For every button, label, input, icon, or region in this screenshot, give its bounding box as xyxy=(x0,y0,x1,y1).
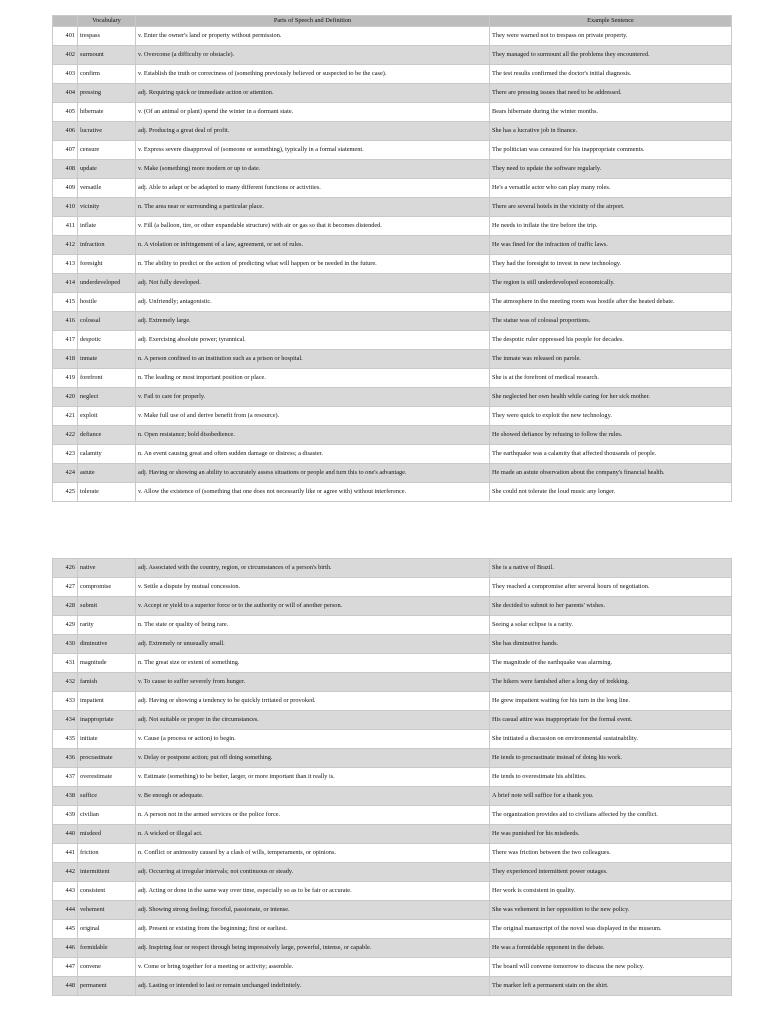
cell-example: The earthquake was a calamity that affected thousands of people. xyxy=(490,445,732,464)
cell-number: 411 xyxy=(53,217,78,236)
cell-example: The board will convene tomorrow to discuss the new policy. xyxy=(490,958,732,977)
cell-vocabulary: despotic xyxy=(78,331,136,350)
table-row xyxy=(53,768,732,787)
table-row xyxy=(53,483,732,502)
cell-definition: adj. Exercising absolute power; tyrannical. xyxy=(136,331,490,350)
cell-number: 404 xyxy=(53,84,78,103)
table-row xyxy=(53,46,732,65)
cell-example: The test results confirmed the doctor's initial diagnosis. xyxy=(490,65,732,84)
cell-number: 407 xyxy=(53,141,78,160)
cell-number: 408 xyxy=(53,160,78,179)
table-row xyxy=(53,939,732,958)
cell-definition: v. Fail to care for properly. xyxy=(136,388,490,407)
cell-example: She is a native of Brazil. xyxy=(490,559,732,578)
cell-number: 443 xyxy=(53,882,78,901)
cell-vocabulary: astute xyxy=(78,464,136,483)
cell-number: 437 xyxy=(53,768,78,787)
cell-vocabulary: inmate xyxy=(78,350,136,369)
cell-definition: adj. Associated with the country, region, or circumstances of a person's birth. xyxy=(136,559,490,578)
table-row xyxy=(53,198,732,217)
cell-number: 442 xyxy=(53,863,78,882)
cell-definition: adj. Producing a great deal of profit. xyxy=(136,122,490,141)
table-row xyxy=(53,597,732,616)
cell-vocabulary: rarity xyxy=(78,616,136,635)
cell-example: They had the foresight to invest in new technology. xyxy=(490,255,732,274)
cell-number: 428 xyxy=(53,597,78,616)
cell-definition: n. The leading or most important position or place. xyxy=(136,369,490,388)
cell-example: He was a formidable opponent in the debate. xyxy=(490,939,732,958)
cell-number: 448 xyxy=(53,977,78,996)
cell-example: Bears hibernate during the winter months. xyxy=(490,103,732,122)
cell-vocabulary: suffice xyxy=(78,787,136,806)
cell-definition: adj. Inspiring fear or respect through being impressively large, powerful, intense, or capable. xyxy=(136,939,490,958)
table-row xyxy=(53,312,732,331)
cell-vocabulary: censure xyxy=(78,141,136,160)
cell-vocabulary: neglect xyxy=(78,388,136,407)
cell-definition: v. Fill (a balloon, tire, or other expandable structure) with air or gas so that it becomes distended. xyxy=(136,217,490,236)
cell-definition: v. Delay or postpone action; put off doing something. xyxy=(136,749,490,768)
cell-vocabulary: lucrative xyxy=(78,122,136,141)
cell-vocabulary: inappropriate xyxy=(78,711,136,730)
cell-example: There was friction between the two colleagues. xyxy=(490,844,732,863)
cell-example: The despotic ruler oppressed his people for decades. xyxy=(490,331,732,350)
cell-definition: adj. Having or showing a tendency to be quickly irritated or provoked. xyxy=(136,692,490,711)
header-number xyxy=(53,16,78,27)
cell-example: He's a versatile actor who can play many roles. xyxy=(490,179,732,198)
cell-definition: n. Open resistance; bold disobedience. xyxy=(136,426,490,445)
table-row xyxy=(53,179,732,198)
cell-vocabulary: forefront xyxy=(78,369,136,388)
table-row xyxy=(53,27,732,46)
cell-example: They experienced intermittent power outages. xyxy=(490,863,732,882)
cell-example: She is at the forefront of medical research. xyxy=(490,369,732,388)
cell-number: 413 xyxy=(53,255,78,274)
cell-vocabulary: confirm xyxy=(78,65,136,84)
cell-definition: v. Cause (a process or action) to begin. xyxy=(136,730,490,749)
cell-vocabulary: defiance xyxy=(78,426,136,445)
cell-definition: n. An event causing great and often sudden damage or distress; a disaster. xyxy=(136,445,490,464)
cell-definition: v. (Of an animal or plant) spend the winter in a dormant state. xyxy=(136,103,490,122)
table-row xyxy=(53,464,732,483)
cell-example: The inmate was released on parole. xyxy=(490,350,732,369)
cell-example: He grew impatient waiting for his turn in the long line. xyxy=(490,692,732,711)
table-row xyxy=(53,369,732,388)
cell-number: 421 xyxy=(53,407,78,426)
table-row xyxy=(53,977,732,996)
cell-definition: v. Be enough or adequate. xyxy=(136,787,490,806)
cell-definition: v. Express severe disapproval of (someone or something), typically in a formal statement. xyxy=(136,141,490,160)
cell-definition: n. A person not in the armed services or the police force. xyxy=(136,806,490,825)
cell-definition: n. The ability to predict or the action of predicting what will happen or be needed in the future. xyxy=(136,255,490,274)
cell-vocabulary: overestimate xyxy=(78,768,136,787)
cell-vocabulary: consistent xyxy=(78,882,136,901)
table-row xyxy=(53,217,732,236)
cell-definition: v. Enter the owner's land or property without permission. xyxy=(136,27,490,46)
table-row xyxy=(53,844,732,863)
cell-vocabulary: initiate xyxy=(78,730,136,749)
table-row xyxy=(53,274,732,293)
cell-definition: v. Overcome (a difficulty or obstacle). xyxy=(136,46,490,65)
cell-vocabulary: trespass xyxy=(78,27,136,46)
cell-definition: n. A violation or infringement of a law, agreement, or set of rules. xyxy=(136,236,490,255)
cell-example: They managed to surmount all the problems they encountered. xyxy=(490,46,732,65)
cell-definition: v. Settle a dispute by mutual concession. xyxy=(136,578,490,597)
cell-vocabulary: compromise xyxy=(78,578,136,597)
table-row xyxy=(53,255,732,274)
cell-number: 430 xyxy=(53,635,78,654)
cell-number: 412 xyxy=(53,236,78,255)
cell-example: They were warned not to trespass on private property. xyxy=(490,27,732,46)
cell-vocabulary: versatile xyxy=(78,179,136,198)
cell-definition: n. A wicked or illegal act. xyxy=(136,825,490,844)
cell-number: 402 xyxy=(53,46,78,65)
table-row xyxy=(53,635,732,654)
cell-number: 422 xyxy=(53,426,78,445)
cell-vocabulary: foresight xyxy=(78,255,136,274)
cell-definition: adj. Present or existing from the beginning; first or earliest. xyxy=(136,920,490,939)
cell-number: 403 xyxy=(53,65,78,84)
cell-number: 433 xyxy=(53,692,78,711)
cell-number: 445 xyxy=(53,920,78,939)
cell-definition: n. A person confined to an institution such as a prison or hospital. xyxy=(136,350,490,369)
cell-vocabulary: misdeed xyxy=(78,825,136,844)
table-row xyxy=(53,236,732,255)
cell-example: The politician was censured for his inappropriate comments. xyxy=(490,141,732,160)
cell-example: There are pressing issues that need to be addressed. xyxy=(490,84,732,103)
cell-number: 415 xyxy=(53,293,78,312)
cell-definition: adj. Requiring quick or immediate action or attention. xyxy=(136,84,490,103)
cell-example: He was punished for his misdeeds. xyxy=(490,825,732,844)
cell-vocabulary: magnitude xyxy=(78,654,136,673)
cell-example: She neglected her own health while caring for her sick mother. xyxy=(490,388,732,407)
cell-vocabulary: impatient xyxy=(78,692,136,711)
cell-number: 417 xyxy=(53,331,78,350)
cell-number: 432 xyxy=(53,673,78,692)
cell-example: The hikers were famished after a long day of trekking. xyxy=(490,673,732,692)
table-row xyxy=(53,559,732,578)
cell-definition: adj. Having or showing an ability to accurately assess situations or people and turn this to one's advantage. xyxy=(136,464,490,483)
cell-vocabulary: friction xyxy=(78,844,136,863)
table-row xyxy=(53,350,732,369)
cell-example: A brief note will suffice for a thank you. xyxy=(490,787,732,806)
table-row xyxy=(53,65,732,84)
table-row xyxy=(53,654,732,673)
cell-vocabulary: original xyxy=(78,920,136,939)
table-row xyxy=(53,673,732,692)
cell-number: 414 xyxy=(53,274,78,293)
table-row xyxy=(53,958,732,977)
cell-vocabulary: inflate xyxy=(78,217,136,236)
cell-definition: v. Make (something) more modern or up to date. xyxy=(136,160,490,179)
cell-vocabulary: permanent xyxy=(78,977,136,996)
cell-example: The marker left a permanent stain on the shirt. xyxy=(490,977,732,996)
table-row xyxy=(53,616,732,635)
table-row xyxy=(53,578,732,597)
vocabulary-table-401-425 xyxy=(52,15,732,502)
cell-definition: n. The area near or surrounding a particular place. xyxy=(136,198,490,217)
cell-number: 425 xyxy=(53,483,78,502)
header-example: Example Sentence xyxy=(490,16,732,27)
cell-definition: adj. Acting or done in the same way over time, especially so as to be fair or accurate. xyxy=(136,882,490,901)
cell-example: She was vehement in her opposition to the new policy. xyxy=(490,901,732,920)
header-definition: Parts of Speech and Definition xyxy=(136,16,490,27)
cell-definition: adj. Extremely or unusually small. xyxy=(136,635,490,654)
table-header-row xyxy=(53,16,732,27)
table-row xyxy=(53,84,732,103)
table-row xyxy=(53,160,732,179)
table-row xyxy=(53,920,732,939)
cell-example: She has a lucrative job in finance. xyxy=(490,122,732,141)
table-row xyxy=(53,882,732,901)
cell-number: 438 xyxy=(53,787,78,806)
cell-number: 426 xyxy=(53,559,78,578)
cell-example: The statue was of colossal proportions. xyxy=(490,312,732,331)
cell-vocabulary: underdeveloped xyxy=(78,274,136,293)
cell-definition: adj. Not fully developed. xyxy=(136,274,490,293)
cell-example: They reached a compromise after several hours of negotiation. xyxy=(490,578,732,597)
cell-number: 434 xyxy=(53,711,78,730)
cell-definition: n. The state or quality of being rare. xyxy=(136,616,490,635)
cell-definition: v. Make full use of and derive benefit from (a resource). xyxy=(136,407,490,426)
table-row xyxy=(53,787,732,806)
cell-vocabulary: surmount xyxy=(78,46,136,65)
cell-vocabulary: vicinity xyxy=(78,198,136,217)
cell-definition: adj. Showing strong feeling; forceful, passionate, or intense. xyxy=(136,901,490,920)
cell-vocabulary: convene xyxy=(78,958,136,977)
table-row xyxy=(53,730,732,749)
cell-vocabulary: famish xyxy=(78,673,136,692)
cell-example: He was fined for the infraction of traffic laws. xyxy=(490,236,732,255)
table-row xyxy=(53,445,732,464)
cell-vocabulary: exploit xyxy=(78,407,136,426)
cell-example: He tends to overestimate his abilities. xyxy=(490,768,732,787)
cell-vocabulary: hostile xyxy=(78,293,136,312)
cell-number: 447 xyxy=(53,958,78,977)
table-row xyxy=(53,806,732,825)
cell-vocabulary: update xyxy=(78,160,136,179)
cell-example: There are several hotels in the vicinity of the airport. xyxy=(490,198,732,217)
cell-example: He tends to procrastinate instead of doing his work. xyxy=(490,749,732,768)
cell-definition: v. Estimate (something) to be better, larger, or more important than it really is. xyxy=(136,768,490,787)
cell-vocabulary: civilian xyxy=(78,806,136,825)
cell-number: 410 xyxy=(53,198,78,217)
table-row xyxy=(53,122,732,141)
cell-vocabulary: vehement xyxy=(78,901,136,920)
table-row xyxy=(53,426,732,445)
cell-definition: n. Conflict or animosity caused by a clash of wills, temperaments, or opinions. xyxy=(136,844,490,863)
cell-example: He made an astute observation about the company's financial health. xyxy=(490,464,732,483)
header-vocabulary: Vocabulary xyxy=(78,16,136,27)
cell-example: His casual attire was inappropriate for the formal event. xyxy=(490,711,732,730)
cell-number: 431 xyxy=(53,654,78,673)
cell-example: The atmosphere in the meeting room was hostile after the heated debate. xyxy=(490,293,732,312)
cell-number: 419 xyxy=(53,369,78,388)
cell-number: 418 xyxy=(53,350,78,369)
cell-definition: n. The great size or extent of something. xyxy=(136,654,490,673)
cell-example: She could not tolerate the loud music any longer. xyxy=(490,483,732,502)
cell-definition: v. To cause to suffer severely from hunger. xyxy=(136,673,490,692)
table-row xyxy=(53,692,732,711)
cell-example: Her work is consistent in quality. xyxy=(490,882,732,901)
table-row xyxy=(53,711,732,730)
cell-example: The region is still underdeveloped economically. xyxy=(490,274,732,293)
table-row xyxy=(53,103,732,122)
cell-number: 423 xyxy=(53,445,78,464)
table-row xyxy=(53,407,732,426)
table-row xyxy=(53,863,732,882)
cell-definition: v. Accept or yield to a superior force or to the authority or will of another person. xyxy=(136,597,490,616)
cell-example: She decided to submit to her parents' wishes. xyxy=(490,597,732,616)
cell-number: 424 xyxy=(53,464,78,483)
cell-example: They need to update the software regularly. xyxy=(490,160,732,179)
cell-definition: v. Come or bring together for a meeting or activity; assemble. xyxy=(136,958,490,977)
cell-vocabulary: tolerate xyxy=(78,483,136,502)
cell-vocabulary: procrastinate xyxy=(78,749,136,768)
cell-definition: adj. Occurring at irregular intervals; not continuous or steady. xyxy=(136,863,490,882)
cell-definition: adj. Able to adapt or be adapted to many different functions or activities. xyxy=(136,179,490,198)
cell-vocabulary: diminutive xyxy=(78,635,136,654)
cell-number: 427 xyxy=(53,578,78,597)
cell-number: 401 xyxy=(53,27,78,46)
cell-number: 416 xyxy=(53,312,78,331)
cell-number: 406 xyxy=(53,122,78,141)
cell-definition: adj. Lasting or intended to last or remain unchanged indefinitely. xyxy=(136,977,490,996)
cell-vocabulary: hibernate xyxy=(78,103,136,122)
cell-example: The organization provides aid to civilians affected by the conflict. xyxy=(490,806,732,825)
cell-number: 436 xyxy=(53,749,78,768)
cell-example: The magnitude of the earthquake was alarming. xyxy=(490,654,732,673)
cell-example: She has diminutive hands. xyxy=(490,635,732,654)
cell-vocabulary: intermittent xyxy=(78,863,136,882)
cell-vocabulary: native xyxy=(78,559,136,578)
cell-vocabulary: infraction xyxy=(78,236,136,255)
cell-number: 444 xyxy=(53,901,78,920)
cell-definition: v. Allow the existence of (something that one does not necessarily like or agree with) without interference. xyxy=(136,483,490,502)
cell-number: 405 xyxy=(53,103,78,122)
cell-definition: adj. Not suitable or proper in the circumstances. xyxy=(136,711,490,730)
vocabulary-table-426-448 xyxy=(52,558,732,996)
cell-number: 439 xyxy=(53,806,78,825)
cell-number: 420 xyxy=(53,388,78,407)
cell-example: He showed defiance by refusing to follow the rules. xyxy=(490,426,732,445)
cell-example: They were quick to exploit the new technology. xyxy=(490,407,732,426)
table-row xyxy=(53,901,732,920)
cell-example: He needs to inflate the tire before the trip. xyxy=(490,217,732,236)
table-row xyxy=(53,331,732,350)
table-row xyxy=(53,388,732,407)
table-row xyxy=(53,749,732,768)
table-row xyxy=(53,825,732,844)
cell-vocabulary: formidable xyxy=(78,939,136,958)
cell-vocabulary: pressing xyxy=(78,84,136,103)
cell-number: 429 xyxy=(53,616,78,635)
cell-number: 435 xyxy=(53,730,78,749)
table-row xyxy=(53,293,732,312)
table-row xyxy=(53,141,732,160)
cell-vocabulary: colossal xyxy=(78,312,136,331)
cell-definition: adj. Extremely large. xyxy=(136,312,490,331)
cell-number: 446 xyxy=(53,939,78,958)
cell-vocabulary: calamity xyxy=(78,445,136,464)
cell-example: The original manuscript of the novel was displayed in the museum. xyxy=(490,920,732,939)
cell-number: 409 xyxy=(53,179,78,198)
cell-definition: adj. Unfriendly; antagonistic. xyxy=(136,293,490,312)
cell-definition: v. Establish the truth or correctness of (something previously believed or suspected to be the case). xyxy=(136,65,490,84)
cell-example: Seeing a solar eclipse is a rarity. xyxy=(490,616,732,635)
cell-number: 441 xyxy=(53,844,78,863)
cell-vocabulary: submit xyxy=(78,597,136,616)
cell-number: 440 xyxy=(53,825,78,844)
cell-example: She initiated a discussion on environmental sustainability. xyxy=(490,730,732,749)
